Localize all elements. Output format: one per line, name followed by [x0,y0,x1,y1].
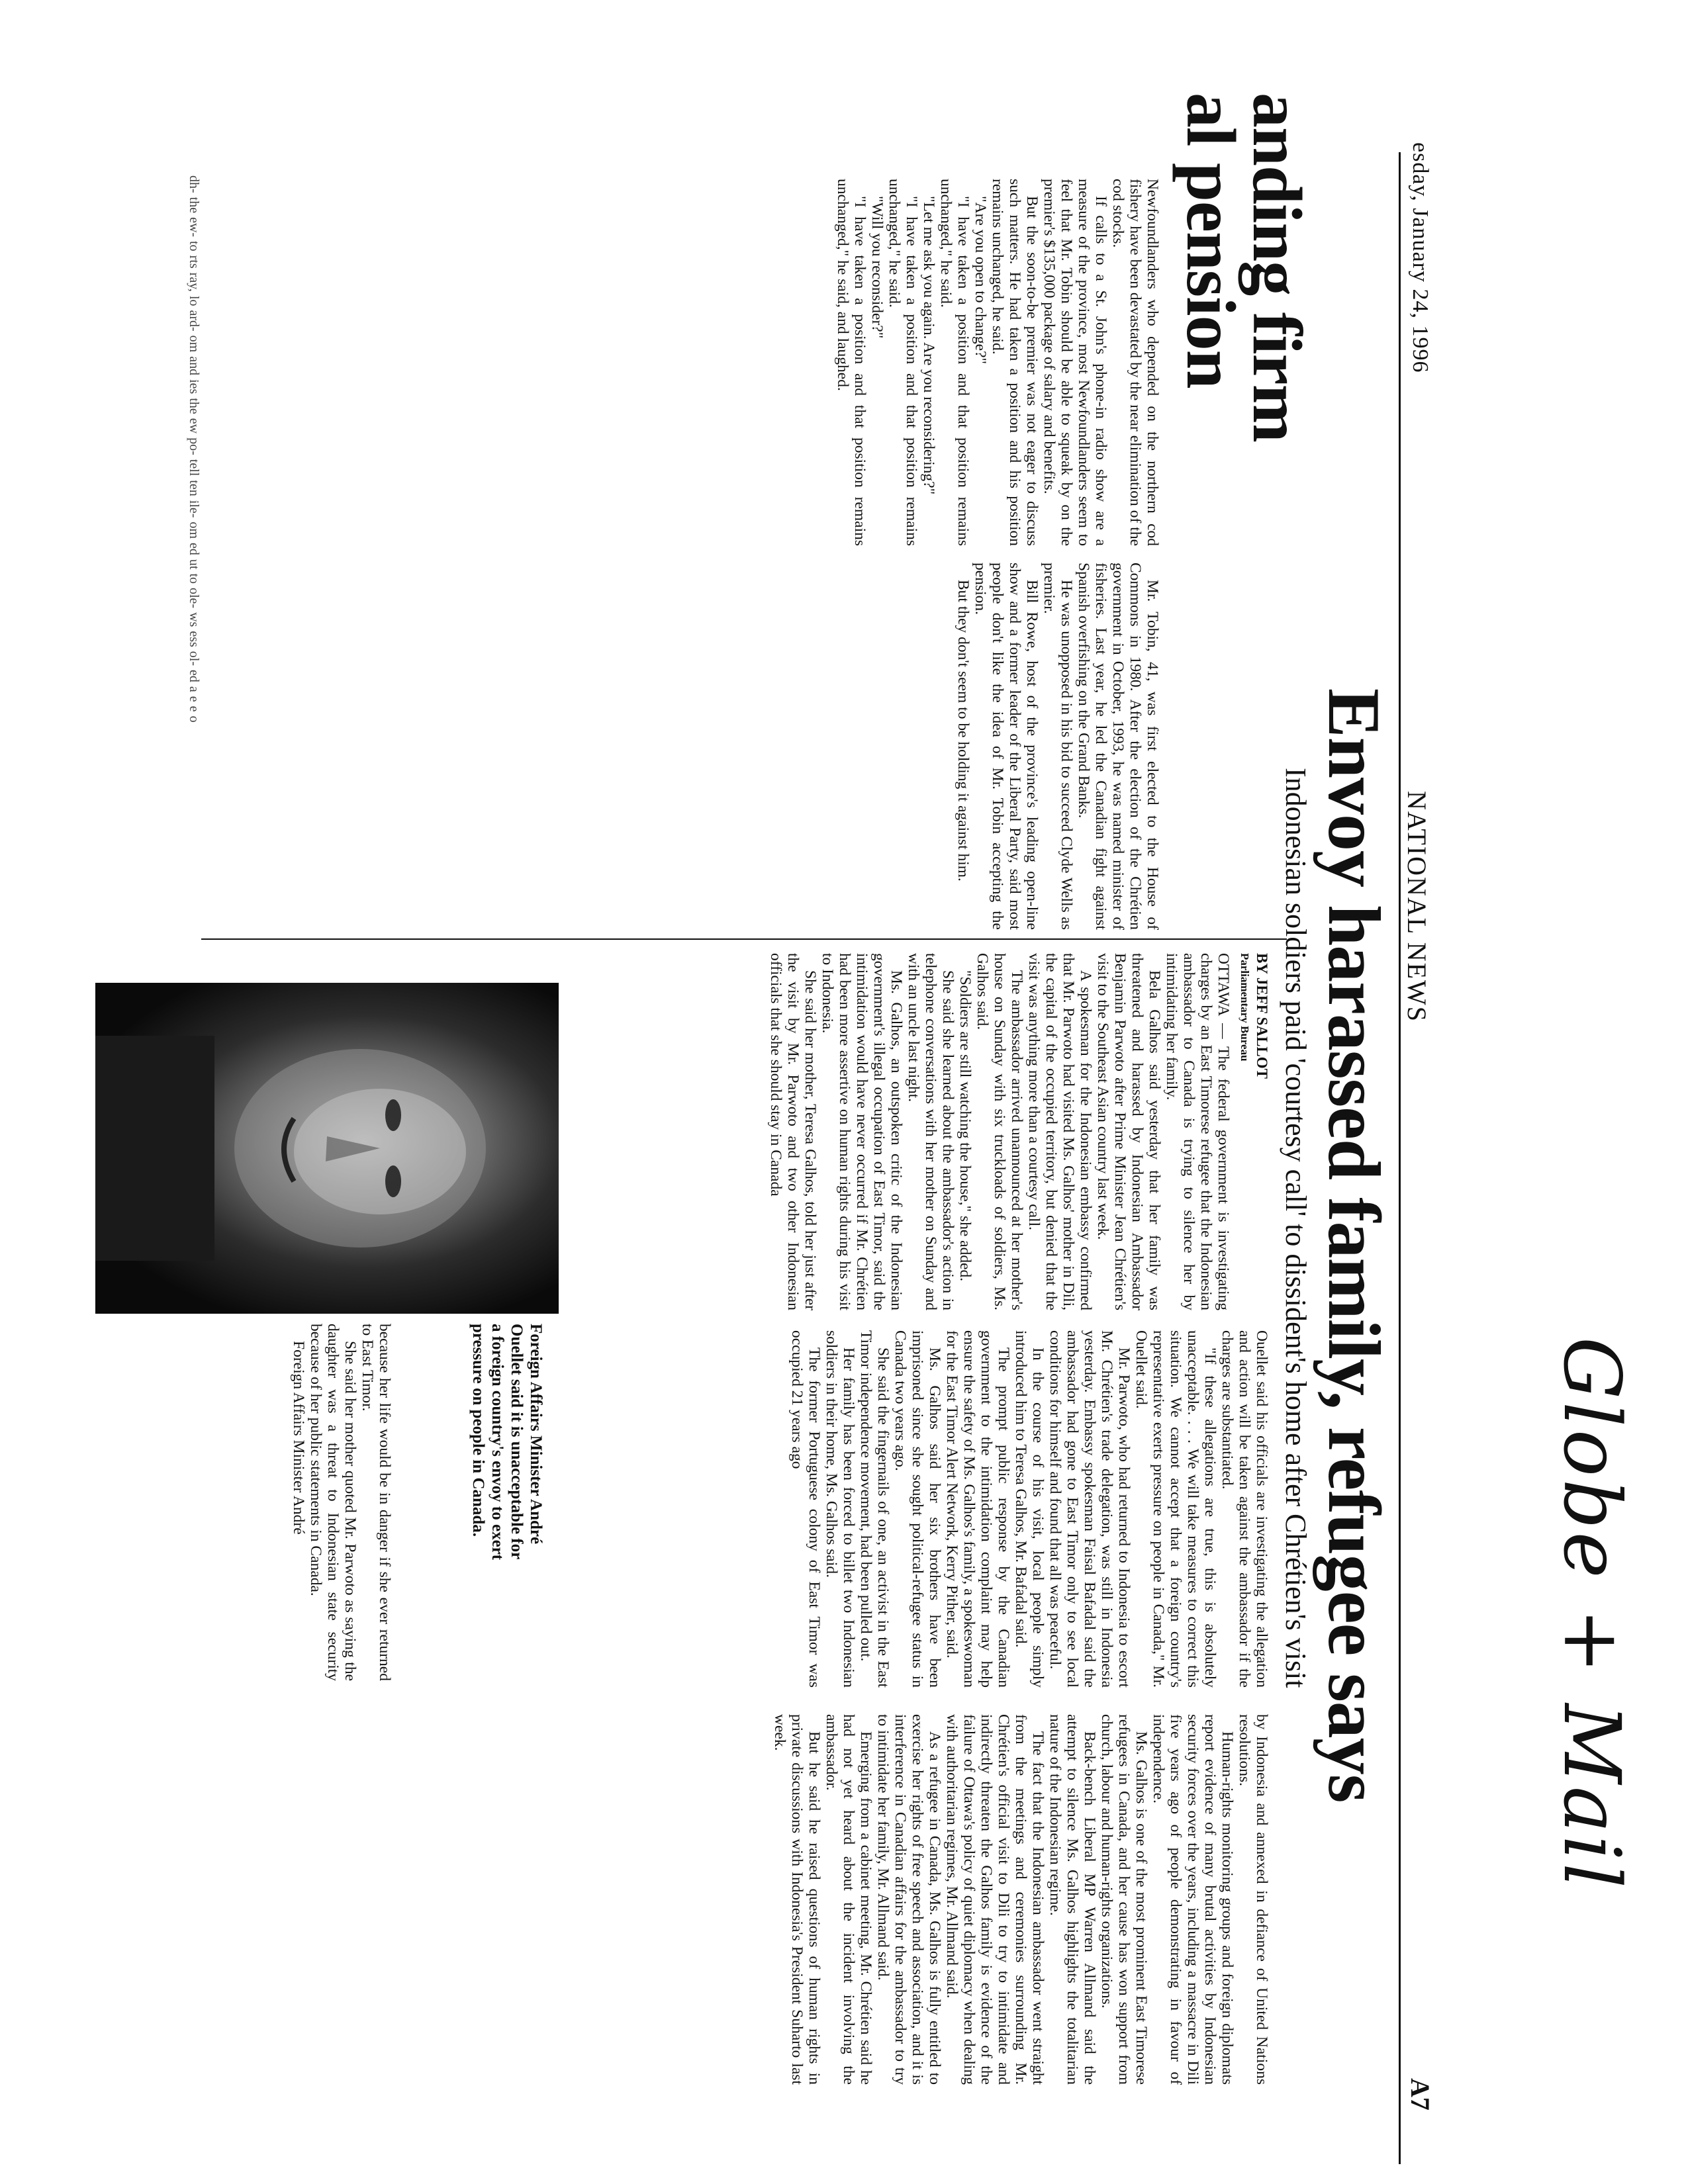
fragment: ile- [187,500,201,518]
paragraph: because her life would be in danger if she ever returned to East Timor. [359,1324,393,1681]
paragraph: A spokesman for the Indonesian embassy confirmed that Mr. Parwoto had visited Ms. Galhos' mother in Dili, the capital of the occupied territory, but denied that the visit was anything more than a courtesy call. [1025,953,1094,1310]
fragment: ard- [187,310,201,332]
byline-bureau: Parliamentary Bureau [1239,953,1251,1062]
fragment: a [187,686,201,692]
paragraph: She said her mother quoted Mr. Parwoto as saying the daughter was a threat to Indonesian state security because of her public statements in Canada. [307,1324,359,1681]
paragraph: "I have taken a position and that position remains unchanged," he said, and laughed. [834,179,868,546]
photo-caption: Foreign Affairs Minister André Ouellet said it is unacceptable for a foreign country's envoy to exert pressure on people in Canada. [469,1324,545,1561]
fragment: tell [187,459,201,477]
fragment: e [187,696,201,702]
paragraph: "Are you open to change?" [972,196,989,365]
paragraph: Emerging from a cabinet meeting, Mr. Chrétien said he had not yet heard about the incident involving the ambassador. [823,1714,874,2085]
paragraph: Bill Rowe, host of the province's leading open-line show and a former leader of the Liberal Party, said most people don't like the idea of Mr. Tobin accepting the pension. [972,563,1041,930]
main-story-column-1 [767,953,1270,1310]
paragraph: OTTAWA — The federal government is investigating charges by an East Timorese refugee that the Indonesian ambassador to Canada is trying to silence her by intimidating her family. [1163,953,1232,1310]
fragment: e [187,705,201,712]
fragment: to [187,573,201,584]
fragment: ut [187,559,201,570]
paragraph: If calls to a St. John's phone-in radio show are a measure of the province, most Newfoundlanders seem to feel that Mr. Tobin should be able to squeak by on the premier's $135,000 package of salary and benefits. [1041,179,1109,546]
main-story-column-2 [290,1324,393,1681]
paragraph: In the course of his visit, local people simply introduced him to Teresa Galhos, Mr. Bafadal said. [1012,1330,1047,1688]
fragment: ten [187,480,201,496]
fragment: om [187,522,201,539]
paragraph: But the soon-to-be premier was not eager to discuss such matters. He had taken a position and his position remains unchanged, he said. [989,179,1041,546]
fragment: ess [187,631,201,647]
fragment: ed [187,542,201,555]
paragraph: "I have taken a position and that position remains unchanged," he said. [886,179,920,546]
paragraph: But they don't seem to be holding it against him. [955,580,972,882]
paragraph: The ambassador arrived unannounced at her mother's house on Sunday with six truckloads of soldiers, Ms. Galhos said. [974,953,1025,1310]
paragraph: As a refugee in Canada, Ms. Galhos is fully entitled to exercise her rights of free speech and association, and it is interference in Canadian affairs for the ambassador to try to intimidate her family, Mr. Allmand said. [874,1714,943,2085]
paragraph: The fact that the Indonesian ambassador went straight from the meetings and ceremonies surrounding Mr. Chrétien's official visit to Dili to try to intimidate and indirectly threaten the Galhos family is evidence of the failure of Ottawa's policy of quiet diplomacy when dealing with authoritarian regimes, Mr. Allmand said. [943,1714,1047,2085]
paragraph: He was unopposed in his bid to succeed Clyde Wells as premier. [1041,563,1075,930]
handwritten-source-note: Globe + Mail [1546,1337,1638,1891]
paragraph: Foreign Affairs Minister André [290,1341,307,1535]
photo-andre-ouellet [95,983,559,1314]
paragraph: Bela Galhos said yesterday that her family was threatened and harassed by Indonesian Ambassador Benjamin Parwoto after Prime Minister Jean Chrétien's visit to the Southeast Asian country last week. [1094,953,1163,1310]
story-divider [201,938,1287,940]
paragraph: The prompt public response by the Canadian government to the intimidation complaint may help ensure the safety of Ms. Galhos's family, a spokeswoman for the East Timor Alert Network, Kerry Pither, said. [943,1330,1012,1688]
left-story-column-2 [955,563,1161,930]
fragment: ray, [187,272,201,292]
left-headline-line-2: al pension [1172,93,1250,388]
fragment: the [187,197,201,214]
paragraph: But he said he raised questions of human rights in private discussions with Indonesia's President Suharto last week. [771,1714,823,2085]
left-story-column-1 [834,179,1161,546]
paragraph: Her family has been forced to billet two Indonesian soldiers in their home, Ms. Galhos said. [823,1330,857,1688]
fragment: om [187,335,201,353]
clipped-column-fragments [155,175,201,943]
paragraph: Newfoundlanders who depended on the northern cod fishery have been devastated by the near elimination of the cod stocks. [1109,179,1161,546]
paragraph: by Indonesia and annexed in defiance of United Nations resolutions. [1236,1714,1270,2085]
paragraph: Mr. Parwoto, who had returned to Indonesia to escort Mr. Chrétien's trade delegation, was still in Indonesia yesterday. Embassy spokesman Faisal Bafadal said the ambassador had gone to East Timor only to see local conditions for himself and found that all was peaceful. [1047,1330,1133,1688]
paragraph: Mr. Tobin, 41, was first elected to the House of Commons in 1980. After the election of the Chrétien government in October, 1993, he was named minister of fisheries. Last year, he led the Canadian fight against Spanish overfishing on the Grand Banks. [1075,563,1161,930]
fragment: ole- [187,588,201,609]
paragraph: Ms. Galhos, an outspoken critic of the Indonesian government's illegal occupation of East Timor, said the intimidation would have never occurred if Mr. Chrétien had been more assertive on human rights during his visit to Indonesia. [819,953,905,1310]
paragraph: She said she learned about the ambassador's action in telephone conversations with her mother on Sunday and with an uncle last night. [905,953,957,1310]
page-number: A7 [1405,2078,1435,2111]
dateline: esday, January 24, 1996 [1408,142,1432,373]
paragraph: Ms. Galhos said her six brothers have been imprisoned since she sought political-refugee status in Canada two years ago. [892,1330,943,1688]
fragment: ed [187,670,201,682]
main-story-headline: Envoy harassed family, refugee says [1313,688,1395,1803]
byline: BY JEFF SALLOT [1254,953,1270,1079]
paragraph: "If these allegations are true, this is absolutely unacceptable. . . . We will take measures to correct this situation. We cannot accept that a foreign country's representative exerts pressure on people in Canada," Mr. Ouellet said. [1133,1330,1219,1688]
main-story-column-3 [788,1330,1270,1688]
main-story-deck: Indonesian soldiers paid 'courtesy call' to dissident's home after Chrétien's visit [1280,768,1312,1688]
paragraph: Back-bench Liberal MP Warren Allmand said the attempt to silence Ms. Galhos highlights the totalitarian nature of the Indonesian regime. [1047,1714,1098,2085]
section-label: NATIONAL NEWS [1402,791,1432,1023]
fragment: and [187,356,201,376]
paragraph: Human-rights monitoring groups and foreign diplomats report evidence of many brutal activities by Indonesian security forces over the years, including a massacre in Dili five years ago of people demonstrating in favour of independence. [1150,1714,1236,2085]
fragment: o [187,715,201,723]
fragment: to [187,241,201,251]
paragraph: "I have taken a position and that position remains unchanged," he said. [937,179,972,546]
fragment: ew- [187,217,201,238]
paragraph: The former Portuguese colony of East Timor was occupied 21 years ago [788,1330,823,1688]
paragraph: She said the fingernails of one, an activist in the East Timor independence movement, had been pulled out. [857,1330,892,1688]
header-rule [1399,152,1401,2164]
fragment: ies [187,379,201,394]
fragment: ol- [187,651,201,666]
fragment: lo [187,295,201,306]
fragment: the [187,398,201,414]
left-story-headline [1172,93,1316,442]
paragraph: "Will you reconsider?" [868,196,886,339]
paragraph: "Let me ask you again. Are you reconsidering?" [920,196,937,495]
fragment: dh- [187,175,201,193]
paragraph: Ms. Galhos is one of the most prominent East Timorese refugees in Canada, and her cause has won support from church, labour and human-rights organizations. [1098,1714,1150,2085]
paragraph: Ouellet said his officials are investigating the allegation and action will be taken against the ambassador if the charges are substantiated. [1219,1330,1270,1688]
fragment: rts [187,255,201,269]
left-headline-line-1: anding firm [1239,93,1316,442]
fragment: ws [187,612,201,627]
paragraph: "Soldiers are still watching the house," she added. [957,970,974,1282]
paragraph: She said her mother, Teresa Galhos, told her just after the visit by Mr. Parwoto and two other Indonesian officials that she should stay in Canada [767,953,819,1310]
main-story-column-4 [771,1714,1270,2085]
portrait-image [95,983,559,1314]
fragment: po- [187,437,201,455]
fragment: ew [187,418,201,434]
